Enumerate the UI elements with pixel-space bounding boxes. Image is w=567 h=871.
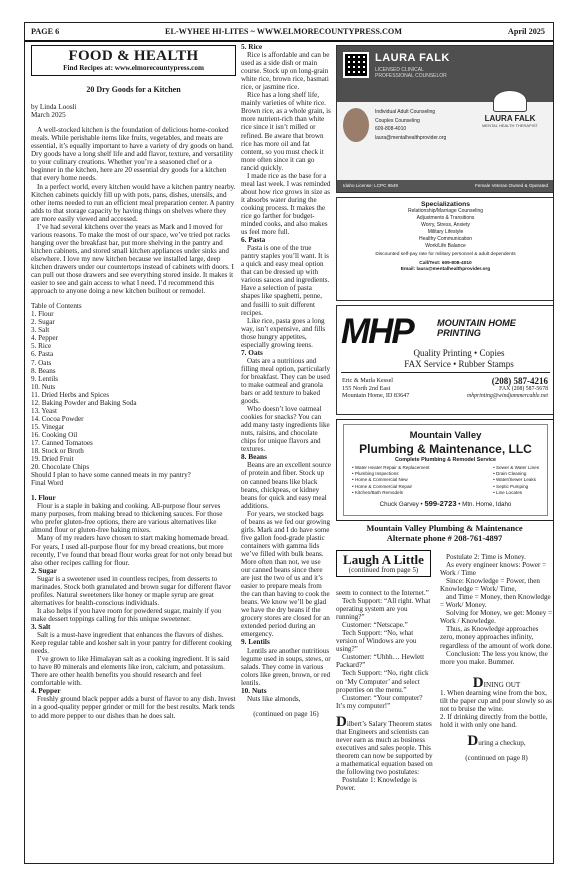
subhead-pasta: 6. Pasta (241, 235, 266, 245)
counselor-ad (336, 45, 554, 193)
paragraph: Thus, as Knowledge approaches zero, money approaches infinity, regardless of the amount of work done. (440, 625, 553, 650)
subhead-flour: 1. Flour (31, 493, 56, 503)
toc-item: 10. Nuts (31, 382, 56, 391)
printing-address: Eric & Marla Kessel 155 North 2nd East Mountain Home, ID 83647 (342, 377, 410, 399)
section-subtitle: Find Recipes at: www.elmorecountypress.com (63, 64, 204, 72)
page-header (25, 23, 553, 42)
paragraph: Salt is a must-have ingredient that enhances the flavors of dishes. Keep regular table and kosher salt in your pantry for different cooking needs. (31, 631, 232, 656)
contact-info: Call/Text: 609-808-4010 Email: laura@mentalhealthprovider.org (400, 261, 491, 272)
paragraph: seem to connect to the Internet.” (336, 589, 429, 597)
drop-cap: D (336, 713, 347, 730)
toc-item: 17. Canned Tomatoes (31, 438, 93, 447)
paragraph: Rice has a long shelf life, mainly varieties of white rice. Brown rice, as a whole grain, is more nutrient-rich than white rice since it isn’t milled or refined. Be aware that brown rice has more oil and fat content, so you must check it more often since it can go rancid quickly. (241, 91, 331, 172)
checkup-paragraph: During a checkup, (467, 732, 526, 749)
toc-title: Table of Contents (31, 302, 82, 311)
printing-phone: (208) 587-4216 FAX (208) 587-5678 mhprinting@windjammercable.net (467, 376, 548, 399)
continued-note: (continued on page 8) (465, 753, 528, 762)
laugh-column-1 (336, 589, 433, 792)
paragraph: As every engineer knows: Power = Work / Time (440, 561, 547, 578)
subhead-oats: 7. Oats (241, 347, 263, 357)
subhead-lentils: 9. Lentils (241, 637, 270, 647)
article-date: March 2025 (31, 111, 66, 120)
toc-item: 6. Pasta (31, 350, 54, 359)
toc-item: Should I plan to have some canned meats in my pantry? (31, 471, 191, 480)
counselor-photo (343, 108, 369, 142)
toc-item: 9. Lentils (31, 374, 58, 383)
continued-note: (continued on page 16) (253, 709, 319, 718)
subhead-pepper: 4. Pepper (31, 686, 61, 696)
plumbing-ad (336, 419, 554, 521)
laugh-column-2 (440, 553, 553, 762)
toc-item: 2. Sugar (31, 318, 55, 327)
plumbing-contact: Chuck Garvey • 599-2723 • Mtn. Home, Idaho (379, 499, 512, 509)
specializations-title: Specializations (420, 201, 471, 208)
toc-item: 19. Dried Fruit (31, 455, 74, 464)
paragraph: Since: Knowledge = Power, then Knowledge = Work/ Time, (440, 577, 540, 594)
toc-item: 14. Cocoa Powder (31, 414, 84, 423)
paragraph: Tech Support: “No, what version of Windows are you using?” (336, 629, 417, 654)
paragraph: 1. When dearning wine from the box, tilt the paper cup and pour slowly so as not to bruise the wine. (440, 688, 552, 713)
paragraph: Pasta is one of the true pantry staples you’ll want. It is a quick and easy meal option that can be dressed up with various sauces and ingredients. Have a selection of pasta shapes like spaghetti, penne, and fusilli to suit different recipes. (241, 244, 330, 317)
subhead-nuts: 10. Nuts (241, 685, 267, 695)
masthead: EL-WYHEE HI-LITES ~ WWW.ELMORECOUNTYPRESS.COM (165, 27, 402, 36)
paragraph: It also helps if you have room for powdered sugar, mainly if you make dessert toppings calling for this unique sweetener. (31, 606, 222, 623)
toc-item: 4. Pepper (31, 334, 58, 343)
paragraph: Tech Support: “No, right click on ‘My Computer’ and select properties on the menu.” (336, 669, 429, 694)
paragraph: Freshly ground black pepper adds a burst of flavor to any dish. Invest in a good-quality pepper grinder or mill for the best results. Mark tends to add more pepper to our dishes than he does salt. (31, 695, 236, 720)
toc-item: 18. Stock or Broth (31, 447, 84, 456)
toc-item: 7. Oats (31, 358, 52, 367)
subhead-beans: 8. Beans (241, 452, 267, 462)
paragraph: 2. If drinking directly from the bottle, hold it with only one hand. (440, 712, 548, 729)
intro-paragraph: A well-stocked kitchen is the foundation of delicious home-cooked meals. While perishable items like fruits, vegetables, and meats are essential, it’s equally important to have a variety of dry goods on hand. Dry goods have a long shelf life and add flavor, texture, and versatility to your culinary creations. Whether you’re a seasoned chef or a beginner in the kitchen, here are 20 essential dry goods for a kitchen that every home needs. (31, 126, 234, 183)
laugh-title: Laugh A Little (343, 552, 424, 567)
article-title: 20 Dry Goods for a Kitchen (86, 85, 181, 95)
toc-item: 5. Rice (31, 342, 52, 351)
paragraph: Lentils are another nutritious legume used in soups, stews, or salads. They come in various colors like green, brown, or red lentils. (241, 646, 331, 687)
plumbing-title-2: Plumbing & Maintenance, LLC (359, 442, 532, 456)
plumbing-title: Mountain Valley (409, 430, 482, 441)
subhead-sugar: 2. Sugar (31, 565, 57, 575)
intro-paragraph: I’ve had several kitchens over the years as Mark and I moved for various reasons. To make the most of our space, we’ve tried pot racks hanging over the breakfast bar, put more shelving in the pantry and kitchen cabinets, and stored small kitchen appliances under sinks and elsewhere. I love my new kitchen because we installed large, deep kitchen drawers under our countertops instead of cabinets with doors. I can pull out those drawers and see everything stored inside. It makes it easier to see and gain access to what I need. I’d recommend this approach to anyone doing a new kitchen builtout or remodel. (31, 222, 234, 296)
toc-item: 15. Vinegar (31, 422, 65, 431)
toc-item: 11. Dried Herbs and Spices (31, 390, 110, 399)
toc-item: 3. Salt (31, 326, 50, 335)
printing-ad (336, 305, 554, 415)
section-title: FOOD & HEALTH (68, 48, 199, 64)
paragraph: Nuts like almonds, (247, 694, 301, 703)
dilbert-paragraph: Dilbert’s Salary Theorem states that Engineers and scientists can never earn as much as business executives and sales people. This theorem can now be supported by a mathematical equation based on the following two postulates: (336, 713, 433, 776)
paragraph: Postulate 2: Time is Money. (446, 553, 526, 561)
paragraph: Postulate 1: Knowledge is Power. (336, 776, 417, 793)
intro-paragraph: In a perfect world, every kitchen would have a kitchen pantry nearby. Kitchen cabinets quickly fill up with pots, pans, dishes, utensils, and other items needed to run an efficient meal preparation center. A pantry adds to that storage capacity by having things on shelves where they are more easily viewed and accessed. (31, 182, 236, 223)
paragraph: Customer: “Your computer? It’s my computer!” (336, 693, 423, 710)
newspaper-page (24, 22, 554, 864)
specializations-list: Relationship/Marriage Counseling Adjustments & Transitions Worry, Stress, Anxiety Military Lifestyle Healthy Communication Work/Life Balance (407, 208, 484, 249)
toc-item: 12. Baking Powder and Baking Soda (31, 398, 137, 407)
paragraph: I’ve grown to like Himalayan salt as a cooking ingredient. It is said to have 80 minerals and elements like iron, calcium, and potassium. There are other health benefits you should research and feel comfortable with. (31, 655, 230, 688)
laugh-subtitle: (continued from page 5) (348, 566, 419, 574)
discount-note: Discounted self-pay rate for military personnel & adult dependents (375, 252, 516, 257)
lotus-icon (493, 90, 527, 112)
paragraph: Customer: “Netscape.” (342, 621, 408, 630)
paragraph: Rice is affordable and can be used as a side dish or main course. Stock up on long-grain white rice, brown rice, basmati rice, or jasmine rice. (241, 51, 330, 92)
toc-item: 20. Chocolate Chips (31, 463, 90, 472)
printing-name: MOUNTAIN HOME PRINTING (437, 318, 516, 338)
paragraph: Customer: “Uhhh… Hewlett Packard?” (336, 653, 425, 670)
plumbing-services: • Water Heater Repair & Replacement • Plumbing Inspections • Home & Commercial New • Home & Commercial Repair • Kitchen/Bath Remodels • Sewer & Water Lines • Drain Cleaning • Water/Sewer Leaks • Septic Pumping • Line Locates (352, 465, 539, 495)
byline: by Linda Loosli (31, 103, 77, 112)
section-box (31, 45, 236, 76)
article-column-2 (241, 43, 331, 718)
counselor-footer: Idaho License: LCPC 9549 Female Veteran Owned & Operated (337, 180, 554, 192)
paragraph: Who doesn’t love oatmeal cookies for snacks? You can add many tasty ingredients like nuts, raisins, and chocolate chips for unique flavors and textures. (241, 405, 330, 454)
plumbing-caption: Mountain Valley Plumbing & Maintenance Alternate phone # 208-761-4897 (366, 523, 523, 543)
specializations-ad (336, 197, 554, 301)
toc-item: 13. Yeast (31, 406, 57, 415)
paragraph: Tech Support: “All right. What operating system are you running?” (336, 597, 431, 622)
toc-item: Final Word (31, 479, 64, 488)
article-column-1 (31, 45, 236, 720)
counselor-logo: LAURA FALK MENTAL HEALTH THERAPIST (475, 90, 545, 128)
paragraph: Oats are a nutritious and filling meal option, particularly for breakfast. They can be used to make oatmeal and granola bars or add texture to baked goods. (241, 356, 331, 406)
dining-heading: DINING OUT (472, 674, 521, 691)
page-number: PAGE 6 (31, 27, 60, 36)
paragraph: For years, we stocked bags of beans as we fed our growing girls. Mark and I do have some five gallon food-grade plastic containers with gamma lids we’ve filled with bulk beans. More often than not, we use our canned beans since there are just the two of us and it’s easier to prepare meals from the can than having to cook the beans. We know we’ll be glad we have the dry beans if the grocery stores are closed for an extended period during an emergency. (241, 509, 331, 639)
subhead-salt: 3. Salt (31, 622, 51, 631)
paragraph: Conclusion: The less you know, the more you make. Bummer. (440, 649, 548, 666)
counselor-license: LICENSED CLINICAL PROFESSIONAL COUNSELOR (375, 67, 447, 79)
paragraph: Like rice, pasta goes a long way, isn’t expensive, and fills those hungry appetites, especially growing teens. (241, 316, 326, 349)
counselor-name: LAURA FALK (375, 52, 450, 64)
toc-item: 16. Cooking Oil (31, 430, 78, 439)
toc-list (31, 310, 236, 471)
subhead-rice: 5. Rice (241, 42, 263, 51)
mhp-logo: MHP (341, 312, 413, 351)
toc-item: 8. Beans (31, 366, 56, 375)
paragraph: Beans are an excellent source of protein and fiber. Stock up on canned beans like black beans, chickpeas, or kidney beans for quick and easy meal additions. (241, 461, 331, 510)
qr-code-icon (343, 52, 369, 78)
paragraph: I made rice as the base for a meal last week. I was reminded about how rice grows in size as it absorbs water during the cooking process. It makes the rice go farther for budget-minded cooks, and also makes us feel more full. (241, 171, 331, 237)
issue-date: April 2025 (507, 27, 545, 36)
paragraph: Flour is a staple in baking and cooking. All-purpose flour serves many purposes, from making bread to thickening sauces. For those who prefer gluten-free options, there are various alternatives like almond flour or gluten-free baking mixes. (31, 502, 223, 535)
paragraph: Solving for Money, we get: Money = Work / Knowledge. (440, 609, 553, 626)
toc-item: 1. Flour (31, 310, 54, 319)
laugh-title-box (336, 550, 431, 577)
printing-services: Quality Printing • Copies FAX Service • Rubber Stamps (404, 348, 514, 369)
paragraph: Sugar is a sweetener used in countless recipes, from desserts to marinades. Stock both granulated and brown sugar for different flavor profiles. Natural sweeteners like honey or maple syrup are great alternatives for health-conscious individuals. (31, 574, 232, 607)
paragraph: Many of my readers have chosen to start making homemade bread. For years, I used all-purpose flour for my bread creations, but more recently, I’ve found that bread flour works great for not only bread but also other recipes calling for flour. (31, 534, 233, 567)
plumbing-tagline: Complete Plumbing & Remodel Service (395, 457, 496, 463)
counselor-services: Individual Adult Counseling Couples Counseling 609-808-4010 laura@mentalhealthprovider.org (375, 109, 447, 141)
paragraph: and Time = Money, then Knowledge = Work/ Money. (440, 593, 551, 610)
